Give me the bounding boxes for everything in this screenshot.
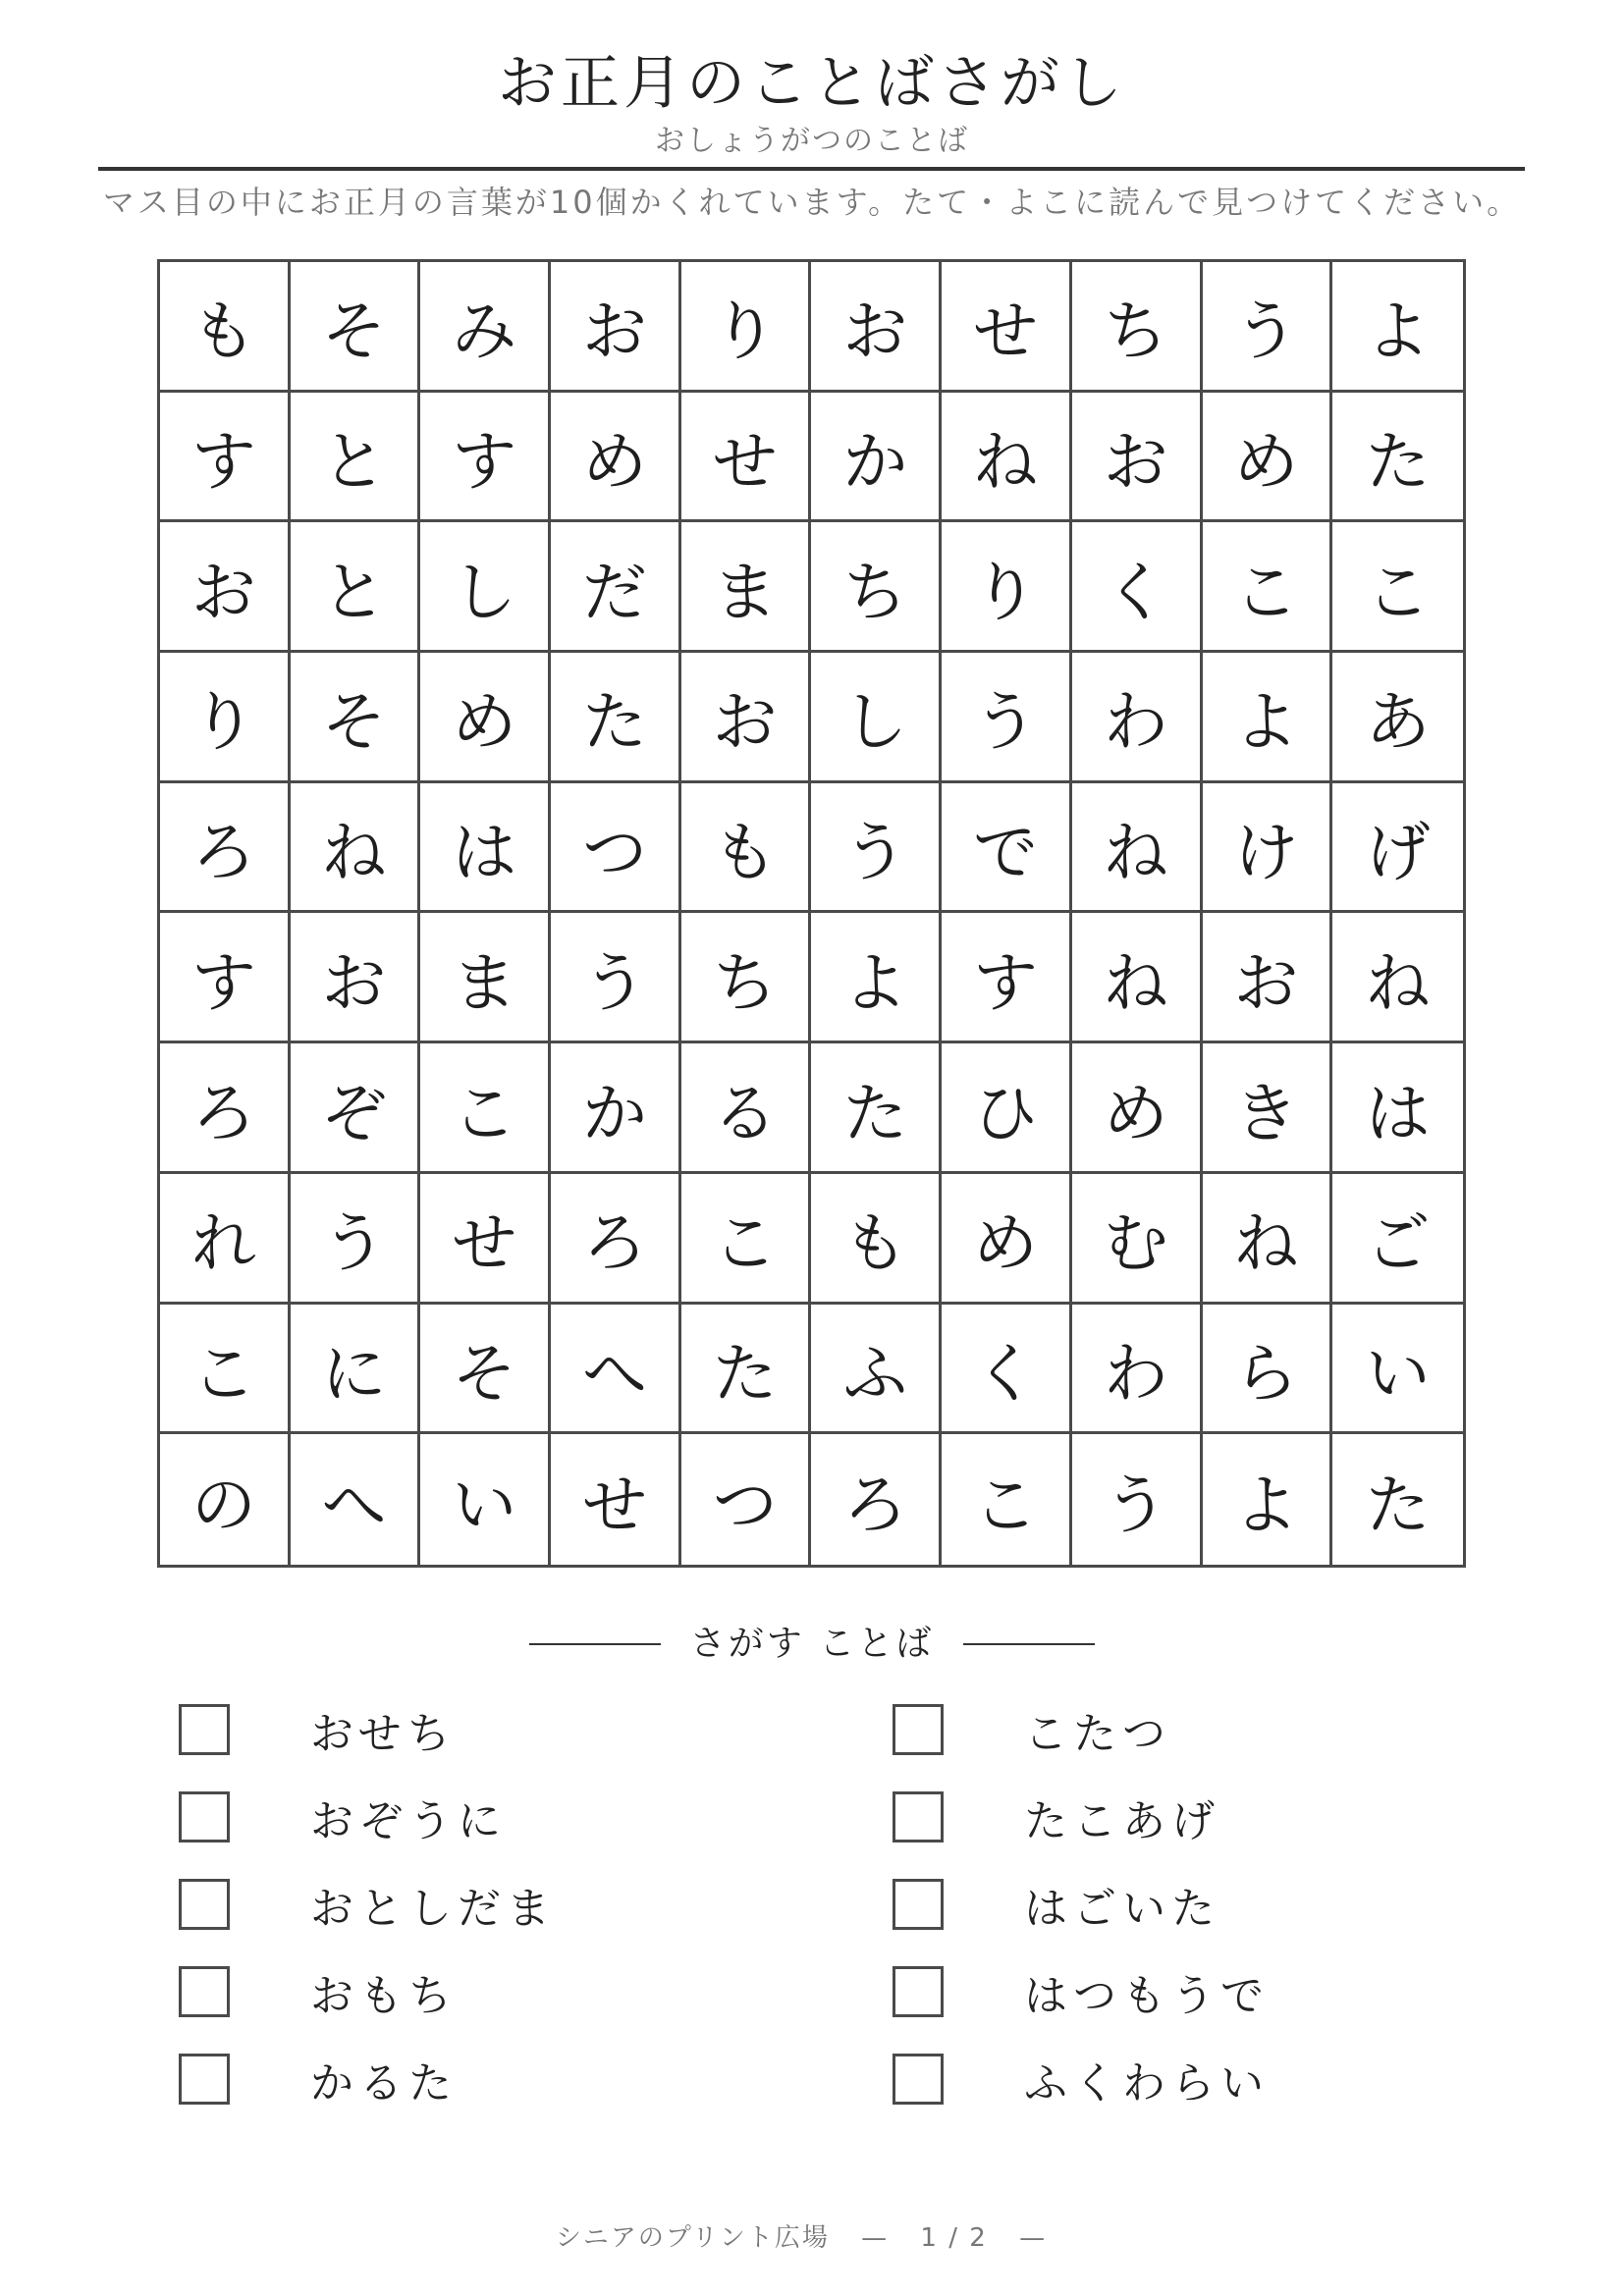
- grid-cell[interactable]: す: [420, 393, 551, 523]
- grid-cell[interactable]: ね: [291, 783, 421, 914]
- grid-cell[interactable]: み: [420, 262, 551, 393]
- grid-cell[interactable]: ち: [811, 522, 942, 653]
- grid-cell[interactable]: よ: [1203, 1434, 1333, 1565]
- grid-cell[interactable]: お: [1072, 393, 1203, 523]
- grid-cell[interactable]: よ: [811, 913, 942, 1043]
- word-label: かるた: [310, 2058, 458, 2109]
- grid-cell[interactable]: よ: [1203, 653, 1333, 783]
- header-divider: [98, 167, 1525, 171]
- grid-cell[interactable]: い: [420, 1434, 551, 1565]
- grid-cell[interactable]: ね: [1072, 913, 1203, 1043]
- grid-cell[interactable]: は: [1332, 1043, 1463, 1174]
- grid-cell[interactable]: か: [811, 393, 942, 523]
- grid-cell[interactable]: こ: [160, 1305, 291, 1435]
- grid-cell[interactable]: う: [1203, 262, 1333, 393]
- word-checkbox[interactable]: [179, 1704, 230, 1755]
- grid-cell[interactable]: う: [1072, 1434, 1203, 1565]
- word-checkbox[interactable]: [179, 1791, 230, 1842]
- grid-cell[interactable]: と: [291, 393, 421, 523]
- grid-cell[interactable]: く: [1072, 522, 1203, 653]
- grid-cell[interactable]: つ: [551, 783, 681, 914]
- grid-cell[interactable]: も: [681, 783, 812, 914]
- grid-cell[interactable]: る: [681, 1043, 812, 1174]
- grid-cell[interactable]: せ: [420, 1174, 551, 1305]
- grid-cell[interactable]: わ: [1072, 653, 1203, 783]
- grid-cell[interactable]: う: [811, 783, 942, 914]
- word-label: たこあげ: [1024, 1796, 1220, 1846]
- grid-cell[interactable]: そ: [291, 653, 421, 783]
- instructions: マス目の中にお正月の言葉が10個かくれています。たて・よこに読んで見つけてください。: [102, 184, 1522, 221]
- word-list-item: [179, 1879, 556, 1934]
- grid-cell[interactable]: た: [1365, 1468, 1431, 1544]
- grid-cell[interactable]: せ: [681, 393, 812, 523]
- word-label: はつもうで: [1024, 1971, 1270, 2021]
- word-checkbox[interactable]: [893, 1791, 944, 1842]
- grid-cell[interactable]: ふ: [811, 1305, 942, 1435]
- grid-cell[interactable]: し: [420, 522, 551, 653]
- word-list-item: [179, 1791, 507, 1846]
- grid-cell[interactable]: こ: [1332, 522, 1463, 653]
- grid-cell[interactable]: ろ: [551, 1174, 681, 1305]
- grid-cell[interactable]: ろ: [811, 1434, 942, 1565]
- grid-cell[interactable]: た: [1332, 393, 1463, 523]
- word-list-heading: [0, 1620, 1624, 1669]
- grid-cell[interactable]: う: [291, 1174, 421, 1305]
- word-list-item: [179, 2054, 458, 2109]
- grid-cell[interactable]: む: [1072, 1174, 1203, 1305]
- word-list-item: [893, 1704, 1171, 1759]
- grid-cell[interactable]: ま: [420, 913, 551, 1043]
- grid-cell[interactable]: め: [942, 1174, 1072, 1305]
- grid-cell[interactable]: ね: [1072, 783, 1203, 914]
- grid-cell[interactable]: お: [681, 653, 812, 783]
- page-title: お正月のことばさがし: [498, 49, 1126, 118]
- grid-cell[interactable]: も: [811, 1174, 942, 1305]
- word-label: おせち: [310, 1709, 457, 1759]
- word-checkbox[interactable]: [179, 2054, 230, 2105]
- grid-cell[interactable]: ら: [1203, 1305, 1333, 1435]
- grid-cell[interactable]: ね: [1332, 913, 1463, 1043]
- grid-cell[interactable]: こ: [942, 1434, 1072, 1565]
- page-number: 1 / 2: [920, 2223, 988, 2253]
- grid-cell[interactable]: こ: [1203, 522, 1333, 653]
- word-checkbox[interactable]: [179, 1879, 230, 1930]
- grid-cell[interactable]: す: [160, 393, 291, 523]
- word-list-item: [893, 1791, 1220, 1846]
- grid-cell[interactable]: お: [160, 522, 291, 653]
- grid-cell[interactable]: へ: [291, 1434, 421, 1565]
- grid-cell[interactable]: り: [160, 653, 291, 783]
- grid-cell[interactable]: こ: [420, 1043, 551, 1174]
- word-checkbox[interactable]: [893, 1704, 944, 1755]
- grid-cell[interactable]: お: [551, 262, 681, 393]
- grid-cell[interactable]: め: [1203, 393, 1333, 523]
- grid-cell[interactable]: ち: [1072, 262, 1203, 393]
- grid-cell[interactable]: つ: [681, 1434, 812, 1565]
- grid-cell[interactable]: う: [942, 653, 1072, 783]
- page-subtitle: おしょうがつのことば: [655, 124, 969, 158]
- footer-dash: —: [1019, 2223, 1048, 2253]
- grid-cell[interactable]: す: [942, 913, 1072, 1043]
- grid-cell[interactable]: ね: [942, 393, 1072, 523]
- word-label: ふくわらい: [1024, 2058, 1270, 2109]
- grid-cell[interactable]: も: [160, 262, 291, 393]
- grid-cell[interactable]: へ: [551, 1305, 681, 1435]
- grid-cell[interactable]: し: [811, 653, 942, 783]
- grid-cell[interactable]: よ: [1332, 262, 1463, 393]
- grid-cell[interactable]: お: [291, 913, 421, 1043]
- grid-cell[interactable]: め: [1072, 1043, 1203, 1174]
- grid-cell[interactable]: ろ: [160, 1043, 291, 1174]
- word-list-item: [179, 1966, 458, 2021]
- grid-cell[interactable]: め: [551, 393, 681, 523]
- word-label: おもち: [310, 1971, 458, 2021]
- grid-cell[interactable]: い: [1332, 1305, 1463, 1435]
- word-search-grid: [157, 259, 1466, 1568]
- grid-cell[interactable]: た: [681, 1305, 812, 1435]
- word-list-item: [893, 1879, 1220, 1934]
- word-checkbox[interactable]: [179, 1966, 230, 2017]
- grid-cell[interactable]: ね: [1203, 1174, 1333, 1305]
- grid-cell[interactable]: け: [1203, 783, 1333, 914]
- word-checkbox[interactable]: [893, 1879, 944, 1930]
- footer-dash: —: [861, 2223, 890, 2253]
- word-label: こたつ: [1024, 1709, 1171, 1759]
- grid-cell[interactable]: お: [811, 262, 942, 393]
- grid-cell[interactable]: せ: [942, 262, 1072, 393]
- grid-cell[interactable]: り: [942, 522, 1072, 653]
- grid-cell[interactable]: く: [942, 1305, 1072, 1435]
- word-label: はごいた: [1024, 1884, 1220, 1934]
- word-checkbox[interactable]: [893, 2054, 944, 2105]
- grid-cell[interactable]: ま: [681, 522, 812, 653]
- grid-cell[interactable]: き: [1203, 1043, 1333, 1174]
- grid-cell[interactable]: そ: [291, 262, 421, 393]
- word-label: おとしだま: [310, 1884, 556, 1934]
- grid-cell[interactable]: た: [551, 653, 681, 783]
- grid-cell[interactable]: と: [291, 522, 421, 653]
- grid-cell[interactable]: の: [160, 1434, 291, 1565]
- grid-cell[interactable]: で: [942, 783, 1072, 914]
- footer: [0, 2220, 1624, 2256]
- word-list-item: [893, 1966, 1270, 2021]
- grid-cell[interactable]: ろ: [160, 783, 291, 914]
- grid-cell[interactable]: お: [1203, 913, 1333, 1043]
- grid-cell[interactable]: に: [291, 1305, 421, 1435]
- grid-cell[interactable]: う: [551, 913, 681, 1043]
- grid-cell[interactable]: だ: [551, 522, 681, 653]
- grid-cell[interactable]: め: [420, 653, 551, 783]
- grid-cell[interactable]: ち: [681, 913, 812, 1043]
- grid-cell[interactable]: れ: [160, 1174, 291, 1305]
- grid-cell[interactable]: ご: [1332, 1174, 1463, 1305]
- grid-cell[interactable]: せ: [551, 1434, 681, 1565]
- grid-cell[interactable]: か: [551, 1043, 681, 1174]
- heading-dash-right: [963, 1643, 1095, 1645]
- word-list-item: [179, 1704, 457, 1759]
- grid-cell[interactable]: ぞ: [291, 1043, 421, 1174]
- grid-cell[interactable]: た: [811, 1043, 942, 1174]
- word-list-item: [893, 2054, 1270, 2109]
- grid-cell[interactable]: は: [420, 783, 551, 914]
- grid-cell[interactable]: げ: [1332, 783, 1463, 914]
- grid-cell[interactable]: り: [681, 262, 812, 393]
- grid-cell[interactable]: ひ: [942, 1043, 1072, 1174]
- grid-cell[interactable]: わ: [1072, 1305, 1203, 1435]
- grid-cell[interactable]: あ: [1332, 653, 1463, 783]
- word-checkbox[interactable]: [893, 1966, 944, 2017]
- word-label: おぞうに: [310, 1796, 507, 1846]
- grid-cell[interactable]: す: [160, 913, 291, 1043]
- grid-cell[interactable]: そ: [420, 1305, 551, 1435]
- word-list-heading-label: さがす ことば: [689, 1624, 935, 1664]
- heading-dash-left: [529, 1643, 661, 1645]
- footer-site-name: シニアのプリント広場: [555, 2223, 830, 2253]
- grid-cell[interactable]: こ: [681, 1174, 812, 1305]
